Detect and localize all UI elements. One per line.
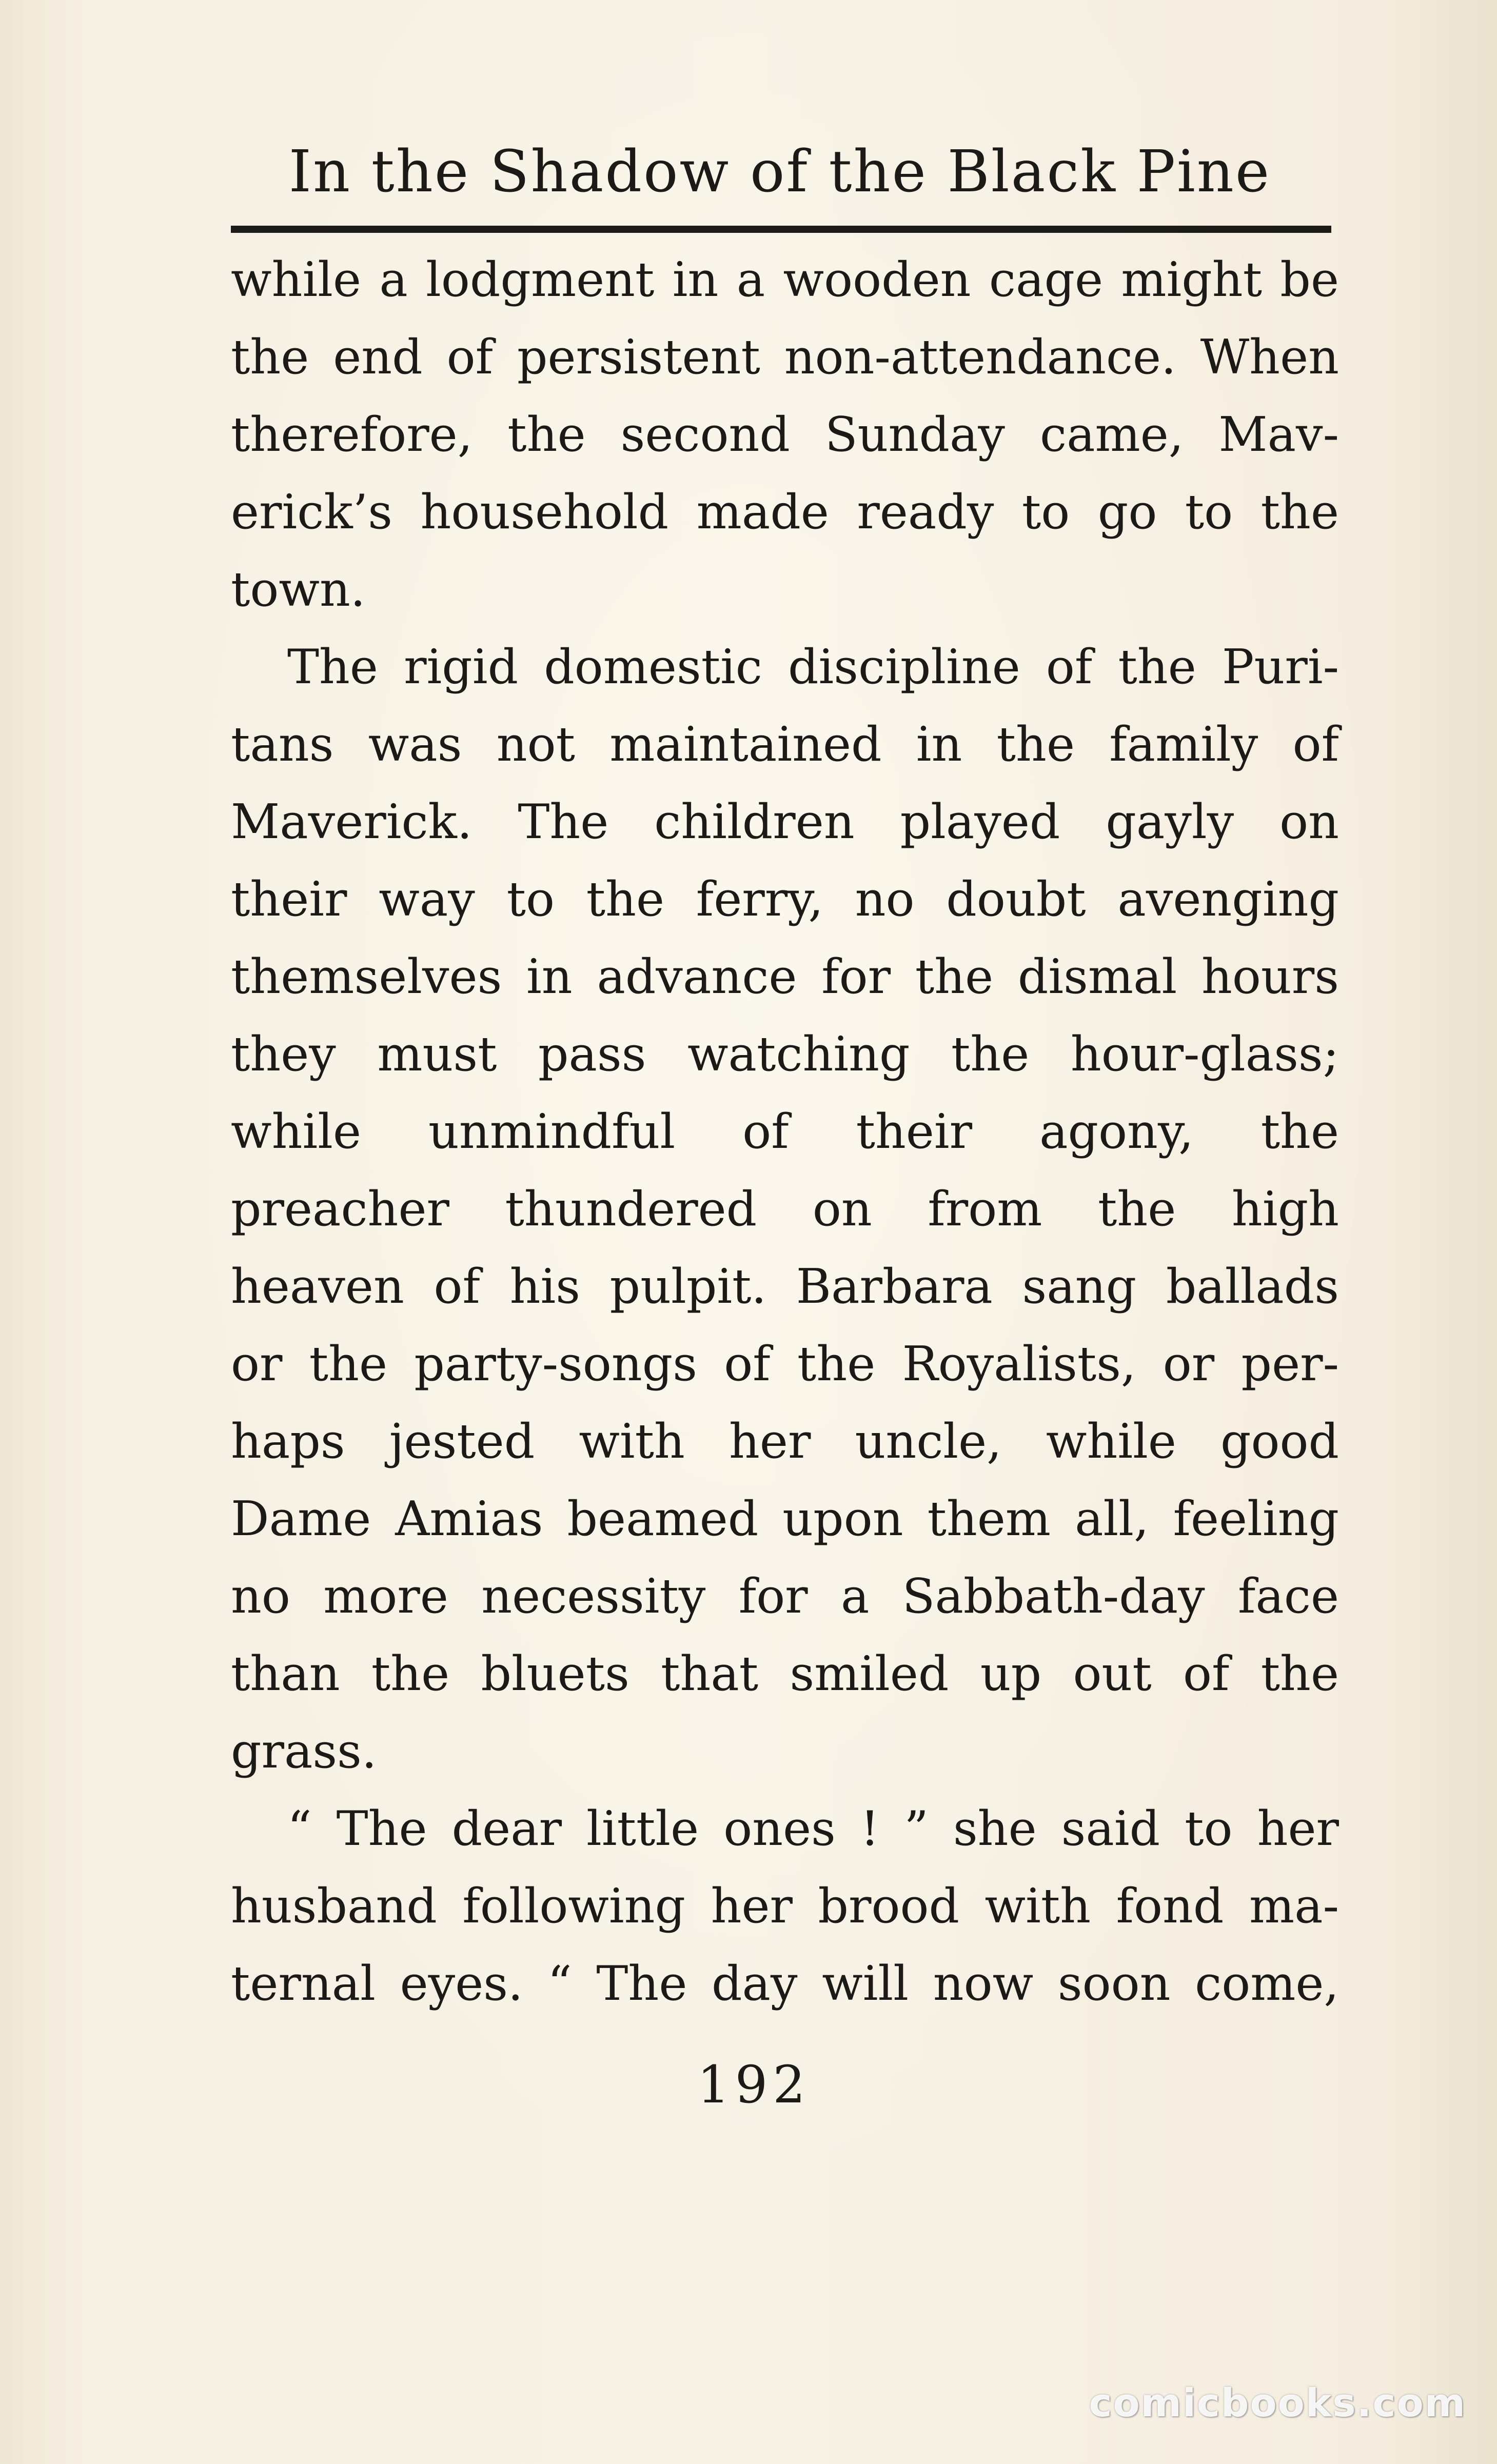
text-line: tans was not maintained in the family of (231, 717, 1339, 772)
text-line: town. (231, 562, 366, 617)
body-text (231, 241, 1339, 2022)
text-line: while a lodgment in a wooden cage might be (231, 252, 1339, 307)
running-head: In the Shadow of the Black Pine (288, 138, 1271, 205)
text-line: themselves in advance for the dismal hours (231, 949, 1339, 1004)
text-line: erick’s household made ready to go to the (231, 484, 1339, 540)
text-line: husband following her brood with fond ma- (231, 1878, 1339, 1934)
text-line: preacher thundered on from the high (231, 1181, 1339, 1237)
text-line: no more necessity for a Sabbath-day face (231, 1568, 1339, 1624)
text-line: or the party-songs of the Royalists, or per- (231, 1336, 1339, 1392)
text-line: Dame Amias beamed upon them all, feeling (231, 1491, 1339, 1546)
text-line: The rigid domestic discipline of the Puri- (287, 639, 1339, 694)
text-line: while unmindful of their agony, the (231, 1104, 1339, 1159)
text-line: Maverick. The children played gayly on (231, 794, 1339, 849)
text-line: they must pass watching the hour-glass; (231, 1026, 1339, 1082)
text-line: grass. (231, 1723, 377, 1779)
watermark: comicbooks.com (1089, 2380, 1466, 2426)
text-line: therefore, the second Sunday came, Mav- (231, 407, 1339, 462)
text-line: haps jested with her uncle, while good (231, 1414, 1339, 1469)
text-line: the end of persistent non-attendance. When (231, 329, 1339, 385)
text-line: than the bluets that smiled up out of the (231, 1646, 1339, 1701)
text-line: their way to the ferry, no doubt avenging (231, 871, 1339, 927)
header-rule (231, 226, 1331, 233)
text-line: ternal eyes. “ The day will now soon come, (231, 1956, 1339, 2011)
text-line: heaven of his pulpit. Barbara sang ballads (231, 1259, 1339, 1314)
page-number: 192 (697, 2055, 811, 2115)
text-line: “ The dear little ones ! ” she said to her (287, 1801, 1339, 1856)
